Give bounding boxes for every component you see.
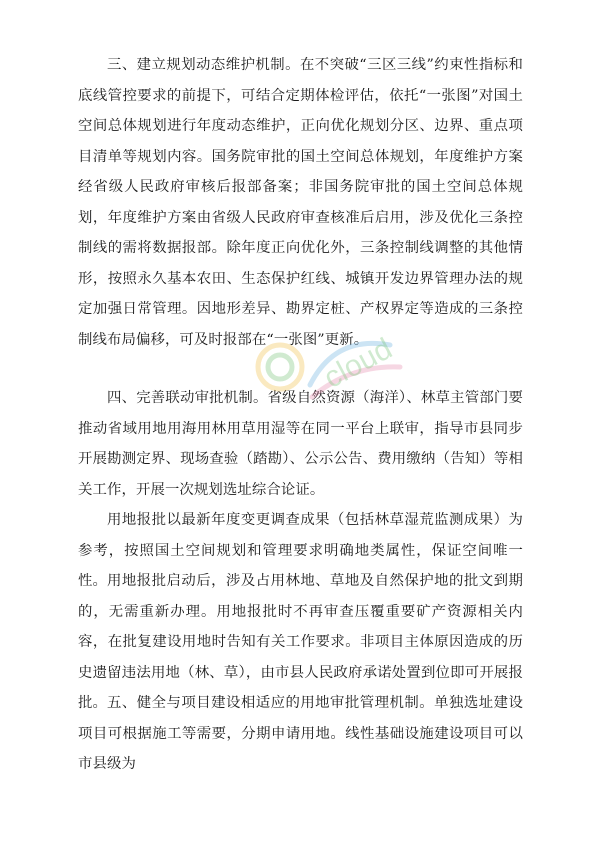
paragraph-land-survey-reference: 用地报批以最新年度变更调查成果（包括林草湿荒监测成果）为参考，按照国土空间规划和管理要求明确地类属性，保证空间唯一性。 (78, 512, 523, 589)
paragraph-planning-maintenance: 三、建立规划动态维护机制。在不突破“三区三线”约束性指标和底线管控要求的前提下，可结合定期体检评估，依托“一张图”对国土空间总体规划进行年度动态维护，正向优化规划分区、边界、重点项目清单等规划内容。国务院审批的国土空间总体规划，年度维护方案经省级人民政府审核后报部备案；非国务院审批的国土空间总体规划，年度维护方案由省级人民政府审查核准后启用，涉及优化三条控制线的需将数据报部。除年度正向优化外，三条控制线调整的其他情形，按照永久基本农田、生态保护红线、城镇开发边界管理办法的规定加强日常管理。因地形差异、勘界定桩、产权界定等造成的三条控制线布局偏移，可及时报部在“一张图”更新。 (78, 57, 523, 348)
paragraph-joint-approval: 四、完善联动审批机制。省级自然资源（海洋）、林草主管部门要推动省域用地用海用林用草用湿等在同一平台上联审，指导市县同步开展勘测定界、现场查验（踏勘）、公示公告、费用缴纳（告知）等相关工作，开展一次规划选址综合论证。 (78, 390, 523, 498)
paragraph-land-approval-start: 用地报批启动后，涉及占用林地、草地及自然保护地的批文到期的，无需重新办理。用地报批时不再审查压覆重要矿产资源相关内容，在批复建设用地时告知有关工作要求。非项目主体原因造成的历史遗留违法用地（林、草），由市县人民政府承诺处置到位即可开展报批。 (78, 573, 523, 711)
watermark-text: cloud (318, 332, 398, 395)
paragraph-project-land-approval: 五、健全与项目建设相适应的用地审批管理机制。单独选址建设项目可根据施工等需要，分期申请用地。线性基础设施建设项目可以市县级为 (78, 695, 523, 772)
